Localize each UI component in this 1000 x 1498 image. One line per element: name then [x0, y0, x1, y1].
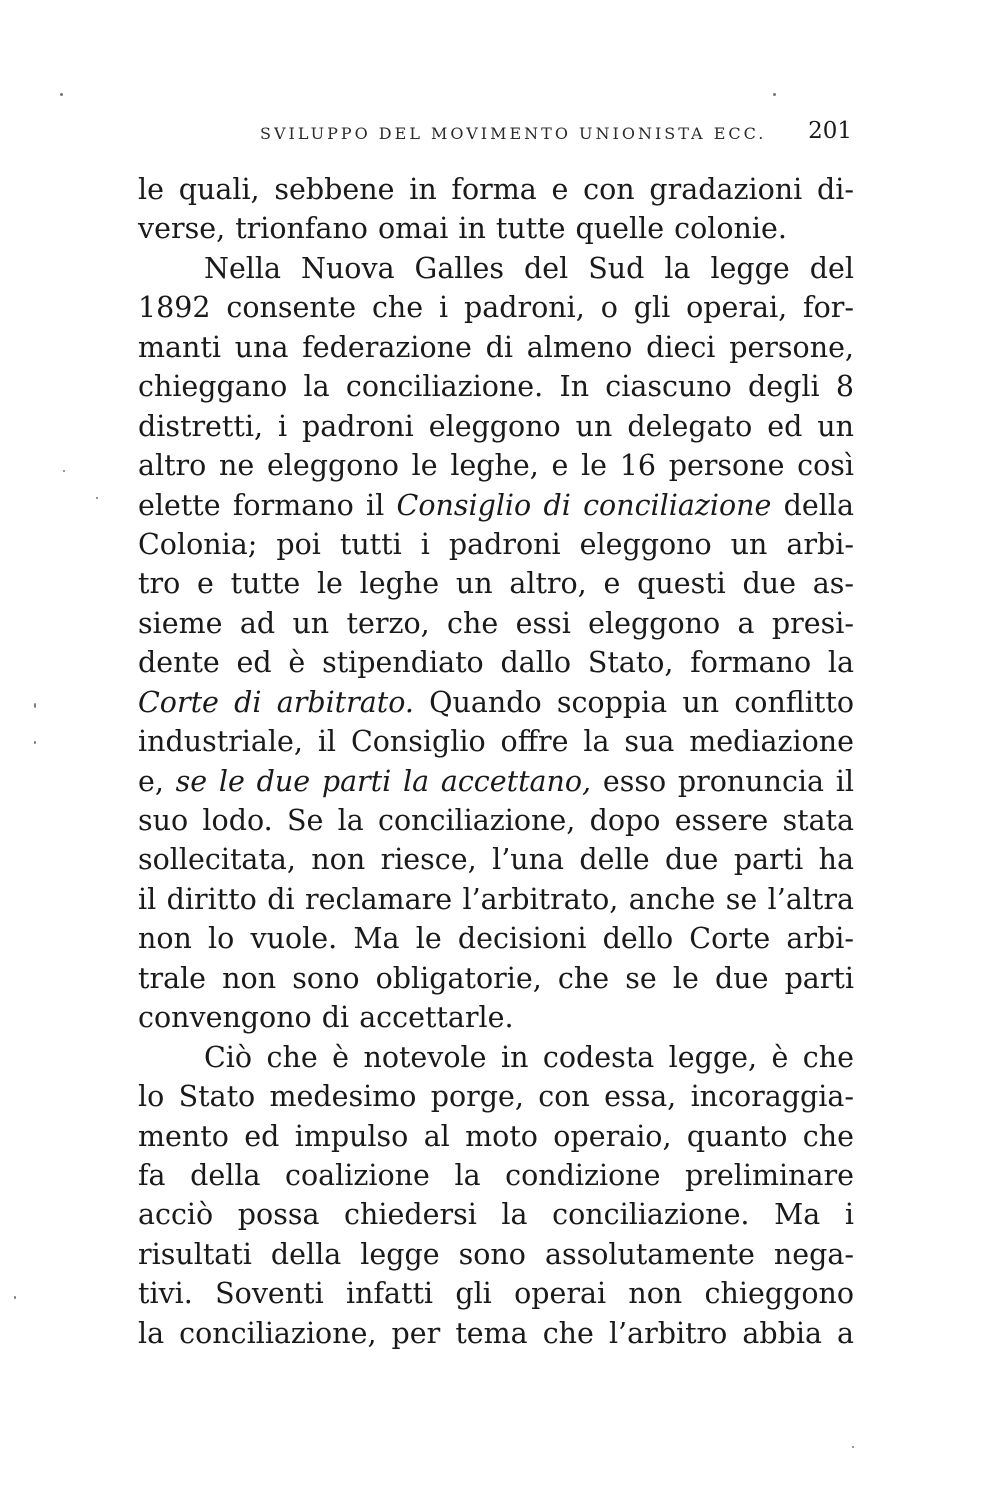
line-text: suo lodo. Se la conciliazione, dopo essere stata: [138, 804, 854, 837]
line-text: manti una federazione di almeno dieci persone,: [138, 330, 854, 364]
text-line: [138, 683, 854, 722]
scan-speck: [773, 93, 776, 96]
line-text: Quando scoppia un conflitto: [413, 685, 854, 719]
text-line: [138, 1195, 854, 1234]
text-line: [138, 604, 854, 643]
line-text: il diritto di reclamare l’arbitrato, anche se l’altra: [138, 882, 854, 916]
text-line: [138, 328, 854, 367]
text-line: [138, 564, 854, 603]
line-text: lo Stato medesimo porge, con essa, incoraggia-: [138, 1080, 854, 1114]
line-text: Colonia; poi tutti i padroni eleggono un arbi-: [138, 527, 854, 561]
line-text: le quali, sebbene in forma e con gradazioni di-: [138, 173, 854, 206]
text-line: [138, 407, 854, 446]
text-line: [138, 1117, 854, 1156]
text-line: [138, 525, 854, 564]
text-line: [138, 1038, 854, 1077]
text-line: [138, 880, 854, 919]
text-line: [138, 367, 854, 406]
text-line: [138, 722, 854, 761]
running-head: [140, 118, 852, 148]
text-line: [138, 919, 854, 958]
line-text: e,: [138, 764, 176, 798]
scan-speck: [852, 1446, 854, 1448]
text-line: [138, 1274, 854, 1313]
scan-speck: [96, 497, 98, 499]
page-number: 201: [808, 118, 852, 144]
text-line: [138, 1077, 854, 1116]
line-text: non lo vuole. Ma le decisioni dello Corte arbi-: [138, 922, 854, 956]
text-line: [138, 801, 854, 840]
line-text: distretti, i padroni eleggono un delegato ed un: [138, 409, 854, 443]
text-line: [138, 959, 854, 998]
line-text: della: [771, 488, 854, 522]
text-line: [138, 288, 854, 327]
italic-text: Consiglio di conciliazione: [396, 488, 772, 522]
line-text: fa della coalizione la condizione preliminare: [138, 1158, 854, 1192]
line-text: elette formano il: [138, 488, 397, 522]
line-text: industriale, il Consiglio offre la sua mediazione: [138, 725, 854, 759]
line-text: sollecitata, non riesce, l’una delle due parti ha: [138, 843, 854, 877]
line-text: chieggano la conciliazione. In ciascuno degli 8: [138, 370, 854, 404]
line-text: altro ne eleggono le leghe, e le 16 persone così: [138, 449, 854, 483]
line-text: sieme ad un terzo, che essi eleggono a presi-: [138, 606, 854, 640]
italic-text: se le due parti la accettano,: [175, 764, 592, 798]
text-line: [138, 209, 854, 248]
body-text: [138, 170, 854, 1353]
line-text: dente ed è stipendiato dallo Stato, formano la: [138, 646, 854, 680]
text-line: [138, 1235, 854, 1274]
scan-speck: [34, 703, 36, 708]
text-line: [138, 1314, 854, 1353]
scan-speck: [60, 93, 63, 96]
text-line: [138, 249, 854, 288]
line-text: tivi. Soventi infatti gli operai non chieggono: [138, 1277, 854, 1311]
line-text: mento ed impulso al moto operaio, quanto che: [138, 1119, 854, 1153]
text-line: [138, 1156, 854, 1195]
text-line: [138, 643, 854, 682]
text-line: [138, 998, 854, 1037]
text-line: [138, 486, 854, 525]
text-line: [138, 762, 854, 801]
line-text: acciò possa chiedersi la conciliazione. Ma i: [138, 1198, 854, 1232]
line-text: la conciliazione, per tema che l’arbitro abbia a: [138, 1316, 854, 1350]
scan-speck: [63, 470, 65, 472]
line-text: Nella Nuova Galles del Sud la legge del: [204, 251, 854, 285]
line-text: convengono di accettarle.: [138, 1001, 514, 1035]
line-text: esso pronuncia il: [591, 764, 854, 798]
text-line: [138, 170, 854, 209]
italic-text: Corte di arbitrato.: [138, 685, 414, 719]
line-text: tro e tutte le leghe un altro, e questi due as-: [138, 567, 854, 601]
text-line: [138, 840, 854, 879]
line-text: Ciò che è notevole in codesta legge, è che: [204, 1040, 854, 1074]
scan-speck: [34, 741, 36, 744]
text-line: [138, 446, 854, 485]
line-text: risultati della legge sono assolutamente nega-: [138, 1237, 854, 1271]
line-text: verse, trionfano omai in tutte quelle colonie.: [138, 212, 787, 246]
line-text: trale non sono obligatorie, che se le due parti: [138, 961, 854, 995]
running-title: SVILUPPO DEL MOVIMENTO UNIONISTA ECC.: [260, 124, 767, 143]
line-text: 1892 consente che i padroni, o gli operai, for-: [138, 291, 854, 325]
scan-speck: [14, 1296, 16, 1299]
